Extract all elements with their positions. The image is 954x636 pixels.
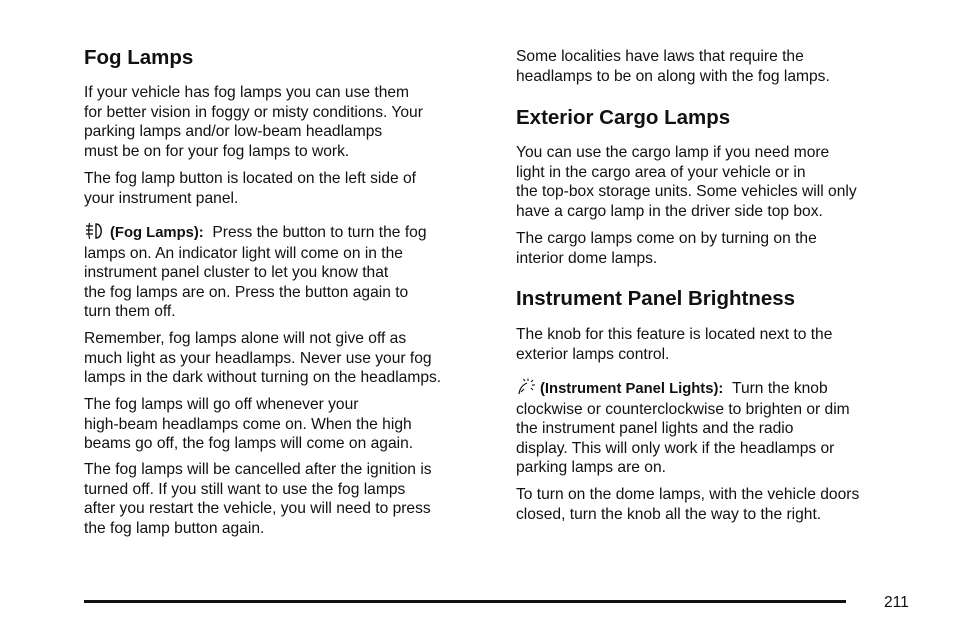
text-line: closed, turn the knob all the way to the right. [516,505,822,523]
text-line: You can use the cargo lamp if you need more [516,144,830,161]
text-line: lamps on. An indicator light will come on in the [84,244,403,262]
text-line: interior dome lamps. [516,249,658,267]
cargo-dome-paragraph [516,229,926,268]
fog-lamp-icon [84,222,106,240]
fog-ignition-paragraph [84,460,494,538]
text-line: instrument panel cluster to let you know that [84,264,389,281]
dome-lamps-paragraph [516,485,926,524]
instrument-panel-lights-label: (Instrument Panel Lights): [540,381,724,397]
text-line: parking lamps and/or low-beam headlamps [84,123,383,140]
cargo-lamp-paragraph [516,143,926,221]
fog-remember-paragraph [84,329,494,388]
fog-intro-paragraph [84,83,494,161]
text-line: high-beam headlamps come on. When the high [84,415,412,433]
fog-lamps-heading: Fog Lamps [84,46,194,69]
localities-paragraph [516,47,926,86]
text-line: beams go off, the fog lamps will come on again. [84,435,414,452]
text-line: for better vision in foggy or misty conditions. Your [84,103,423,121]
text-line: The fog lamp button is located on the left side of [84,170,417,187]
text-line: Remember, fog lamps alone will not give off as [84,330,407,347]
text-line: The fog lamps will be cancelled after the ignition is [84,461,432,478]
text-line: the fog lamps are on. Press the button again to [84,283,409,301]
exterior-cargo-lamps-heading: Exterior Cargo Lamps [516,106,731,129]
text-line: If your vehicle has fog lamps you can use them [84,84,410,101]
brightness-knob-location-paragraph [516,325,926,364]
text-line: Some localities have laws that require the [516,48,804,65]
text-line: The cargo lamps come on by turning on the [516,230,817,247]
text-segment: Turn the knob [732,380,828,397]
text-line: headlamps to be on along with the fog lamps. [516,67,830,85]
text-line: turned off. If you still want to use the fog lamps [84,480,406,498]
text-line: parking lamps are on. [516,459,666,476]
text-line: The fog lamps will go off whenever your [84,396,359,413]
instrument-panel-lights-icon [516,378,538,396]
fog-button-location-paragraph [84,169,494,208]
text-line: To turn on the dome lamps, with the vehicle doors [516,486,860,503]
instrument-panel-brightness-heading: Instrument Panel Brightness [516,287,796,310]
text-line: clockwise or counterclockwise to brighten or dim [516,400,850,418]
text-line: display. This will only work if the headlamps or [516,439,835,457]
brightness-usage-paragraph [516,378,926,478]
text-line: turn them off. [84,303,176,320]
text-line: the instrument panel lights and the radio [516,420,794,437]
text-line [84,222,494,244]
text-line: much light as your headlamps. Never use your fog [84,349,432,367]
fog-lamps-label: (Fog Lamps): [110,225,204,241]
text-line: lamps in the dark without turning on the headlamps. [84,369,442,386]
footer-rule [84,600,846,603]
text-line [516,378,926,400]
fog-lamps-usage-paragraph [84,222,494,322]
text-line: The knob for this feature is located next to the [516,326,833,343]
page-number: 211 [884,594,909,611]
text-line: the fog lamp button again. [84,519,265,537]
text-line: must be on for your fog lamps to work. [84,142,350,160]
text-line: the top-box storage units. Some vehicles will only [516,183,857,200]
text-line: after you restart the vehicle, you will need to press [84,500,431,517]
text-line: light in the cargo area of your vehicle or in [516,163,806,181]
text-line: your instrument panel. [84,189,239,207]
text-line: have a cargo lamp in the driver side top box. [516,202,823,220]
fog-highbeam-paragraph [84,395,494,454]
text-line: exterior lamps control. [516,345,670,363]
text-segment: Press the button to turn the fog [212,224,427,241]
